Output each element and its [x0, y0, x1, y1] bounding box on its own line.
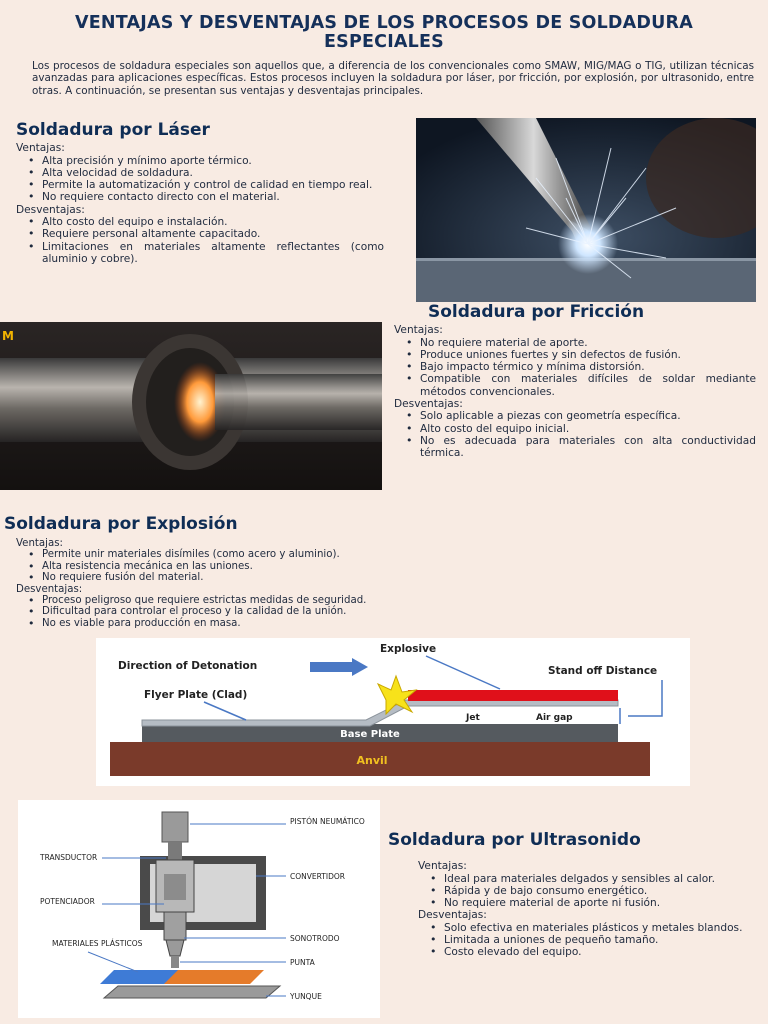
laser-adv-label: Ventajas:: [16, 142, 65, 154]
friction-disadvantages: [394, 410, 756, 459]
list-item: • Limitaciones en materiales altamente reflectantes (como aluminio y cobre).: [16, 241, 384, 266]
direction-arrow-icon: [310, 658, 368, 676]
list-item: • Alto costo del equipo inicial.: [394, 423, 756, 435]
list-item: • Ideal para materiales delgados y sensibles al calor.: [418, 873, 764, 885]
explosive-label: Explosive: [380, 643, 437, 655]
list-item: • Limitada a uniones de pequeño tamaño.: [418, 934, 764, 946]
list-item: • Compatible con materiales difíciles de soldar mediante métodos convencionales.: [394, 373, 756, 398]
label-sonotrodo: SONOTRODO: [290, 934, 340, 943]
list-item: • Bajo impacto térmico y mínima distorsión.: [394, 361, 756, 373]
list-item: • Costo elevado del equipo.: [418, 946, 764, 958]
booster: [164, 912, 186, 940]
ultrasonic-adv-label: Ventajas:: [418, 860, 467, 872]
anvil: [104, 986, 280, 998]
direction-label: Direction of Detonation: [118, 660, 258, 672]
ultrasonic-content: [418, 860, 764, 959]
friction-advantages: [394, 337, 756, 398]
piston: [162, 812, 188, 842]
standoff-label: Stand off Distance: [548, 665, 658, 677]
label-piston: PISTÓN NEUMÁTICO: [290, 817, 365, 826]
airgap-label: Air gap: [536, 713, 573, 723]
ultrasonic-title: Soldadura por Ultrasonido: [388, 830, 641, 850]
list-item: • No es adecuada para materiales con alta conductividad térmica.: [394, 435, 756, 460]
explosion-adv-label: Ventajas:: [16, 538, 63, 549]
rod: [168, 842, 182, 860]
list-item: • Dificultad para controlar el proceso y la calidad de la unión.: [16, 606, 576, 617]
photo-mark: M: [2, 329, 14, 343]
explosion-title: Soldadura por Explosión: [4, 514, 238, 534]
converter-core: [164, 874, 186, 900]
label-yunque: YUNQUE: [290, 992, 322, 1001]
ultrasonic-diagram: [18, 800, 380, 1018]
tip: [171, 956, 179, 968]
explosive-layer: [408, 690, 618, 701]
list-item: • Rápida y de bajo consumo energético.: [418, 885, 764, 897]
jet-label: Jet: [466, 713, 480, 723]
friction-welding-photo: [0, 322, 382, 490]
explosion-advantages: [16, 549, 576, 583]
ultrasonic-dis-label: Desventajas:: [418, 909, 487, 922]
laser-title: Soldadura por Láser: [16, 120, 210, 140]
friction-content: [394, 324, 756, 460]
list-item: • Alto costo del equipo e instalación.: [16, 216, 384, 228]
sonotrode: [166, 940, 184, 956]
label-potenciador: POTENCIADOR: [40, 897, 95, 906]
list-item: • Alta resistencia mecánica en las uniones.: [16, 561, 576, 572]
flyer-pointer: [204, 702, 246, 720]
list-item: • Alta velocidad de soldadura.: [16, 167, 384, 179]
list-item: • Permite la automatización y control de calidad en tiempo real.: [16, 179, 384, 191]
plastic-part-orange: [164, 970, 264, 984]
list-item: • No requiere contacto directo con el material.: [16, 191, 384, 203]
laser-disadvantages: [16, 216, 384, 265]
explosion-content: [16, 538, 576, 629]
intro-paragraph: Los procesos de soldadura especiales son aquellos que, a diferencia de los convencionales como SMAW, MIG/MAG o TIG, utilizan técnicas avanzadas para aplicaciones específicas. Estos procesos incluyen la soldadura por láser, por fricción, por explosión, por ultrasonido, entre otras. A continuación, se presentan sus ventajas y desventajas principales.: [32, 60, 754, 97]
friction-dis-label: Desventajas:: [394, 397, 463, 410]
anvil-label: Anvil: [356, 754, 388, 767]
list-item: • Proceso peligroso que requiere estrictas medidas de seguridad.: [16, 595, 576, 606]
list-item: • Requiere personal altamente capacitado.: [16, 228, 384, 240]
list-item: • No requiere fusión del material.: [16, 572, 576, 583]
friction-title: Soldadura por Fricción: [428, 302, 645, 322]
explosion-disadvantages: [16, 595, 576, 629]
label-transductor: TRANSDUCTOR: [40, 853, 98, 862]
list-item: • No requiere material de aporte.: [394, 337, 756, 349]
page-title: VENTAJAS Y DESVENTAJAS DE LOS PROCESOS DE SOLDADURA ESPECIALES: [75, 13, 693, 52]
list-item: • Solo aplicable a piezas con geometría específica.: [394, 410, 756, 422]
list-item: • No es viable para producción en masa.: [16, 618, 576, 629]
explosion-diagram: [96, 638, 690, 786]
standoff-pointer: [628, 680, 662, 716]
list-item: • Produce uniones fuertes y sin defectos de fusión.: [394, 349, 756, 361]
ultrasonic-advantages: [418, 873, 764, 910]
laser-content: [16, 142, 384, 265]
explosive-pointer: [426, 656, 500, 689]
list-item: • No requiere material de aporte ni fusión.: [418, 897, 764, 909]
label-materiales: MATERIALES PLÁSTICOS: [52, 939, 143, 948]
laser-welding-photo: [416, 118, 756, 302]
list-item: • Alta precisión y mínimo aporte térmico.: [16, 155, 384, 167]
label-punta: PUNTA: [290, 958, 315, 967]
list-item: • Solo efectiva en materiales plásticos y metales blandos.: [418, 922, 764, 934]
explosion-dis-label: Desventajas:: [16, 583, 83, 595]
list-item: • Permite unir materiales disímiles (como acero y aluminio).: [16, 549, 576, 560]
ultrasonic-disadvantages: [418, 922, 764, 959]
label-convertidor: CONVERTIDOR: [290, 872, 345, 881]
flyer-label: Flyer Plate (Clad): [144, 689, 248, 701]
laser-dis-label: Desventajas:: [16, 203, 85, 216]
friction-adv-label: Ventajas:: [394, 324, 443, 336]
laser-advantages: [16, 155, 384, 204]
base-plate-label: Base Plate: [340, 729, 400, 740]
